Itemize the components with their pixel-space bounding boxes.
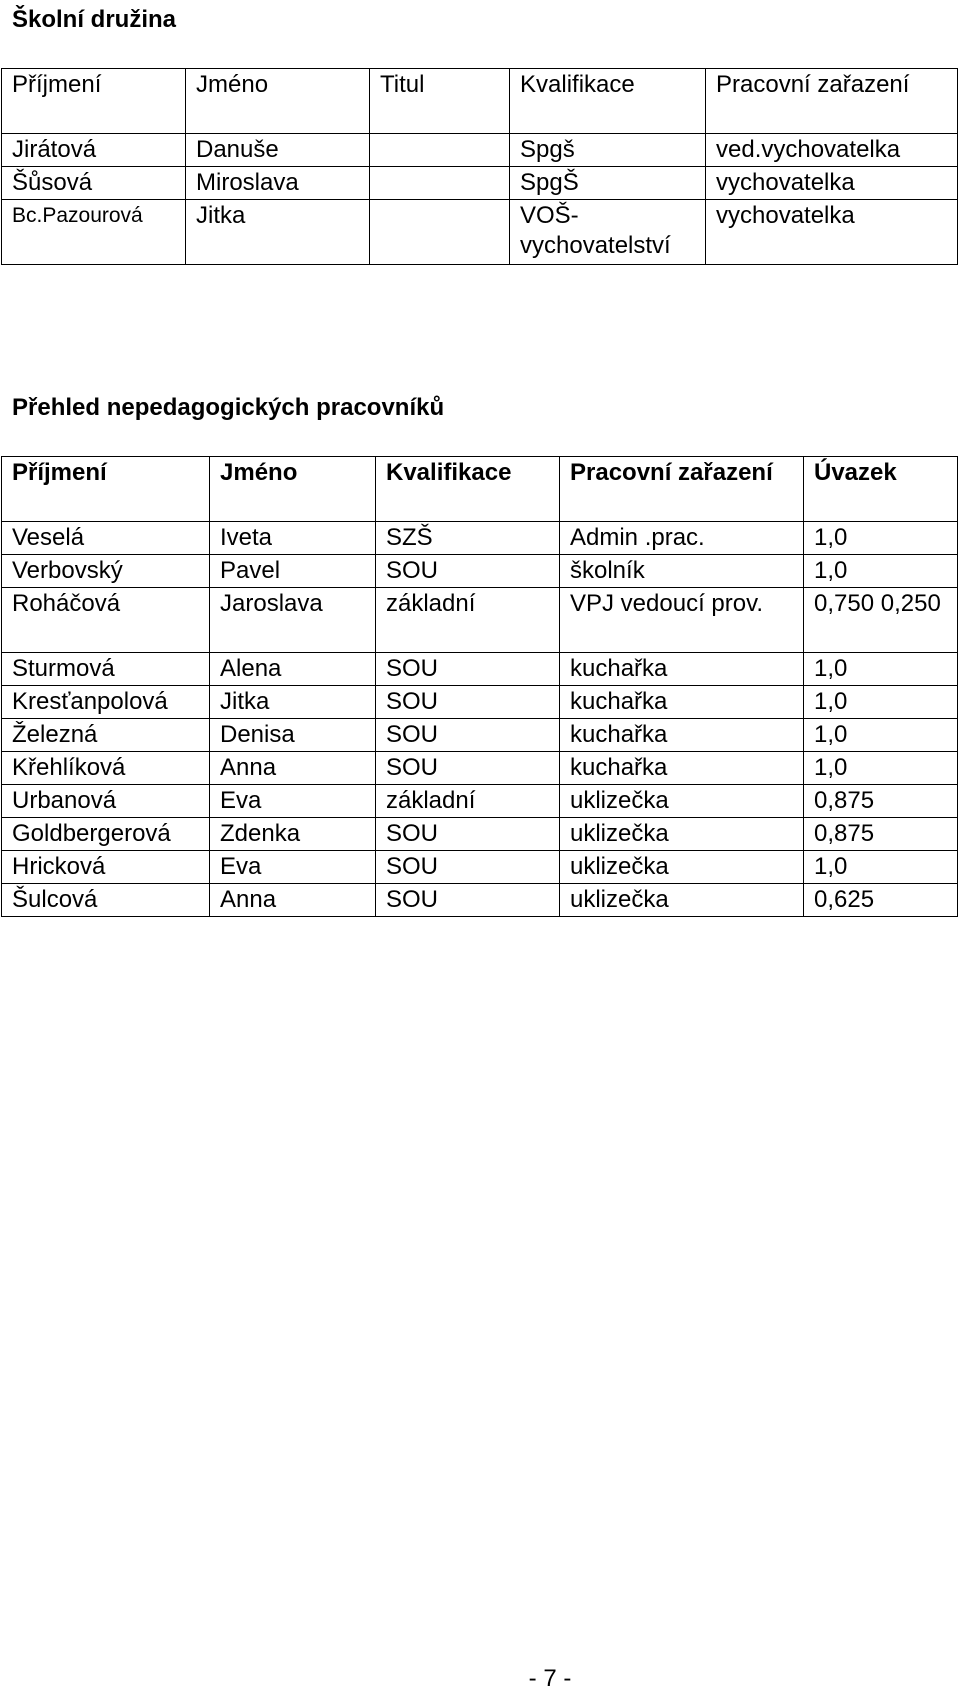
table-row (2, 134, 958, 167)
cell-qualification: základní (376, 785, 560, 818)
cell-workload: 1,0 (804, 719, 958, 752)
cell-qualification: SOU (376, 752, 560, 785)
cell-qualification: SpgŠ (510, 167, 706, 200)
cell-position: vychovatelka (706, 200, 958, 265)
cell-name: Eva (210, 785, 376, 818)
cell-workload: 0,875 (804, 818, 958, 851)
table-skolni-druzina (1, 68, 958, 265)
header-cell: Jméno (210, 457, 376, 522)
cell-name: Denisa (210, 719, 376, 752)
header-cell: Příjmení (2, 457, 210, 522)
header-cell: Pracovní zařazení (560, 457, 804, 522)
table-header-row (2, 69, 958, 134)
cell-position: VPJ vedoucí prov. (560, 588, 804, 653)
cell-surname: Veselá (2, 522, 210, 555)
header-cell: Pracovní zařazení (706, 69, 958, 134)
cell-name: Eva (210, 851, 376, 884)
table-row (2, 588, 958, 653)
cell-name: Miroslava (186, 167, 370, 200)
cell-surname: Hricková (2, 851, 210, 884)
cell-surname: Verbovský (2, 555, 210, 588)
cell-position: kuchařka (560, 719, 804, 752)
header-cell: Jméno (186, 69, 370, 134)
table-row (2, 653, 958, 686)
cell-workload: 0,625 (804, 884, 958, 917)
cell-qualification: Spgš (510, 134, 706, 167)
table-row (2, 200, 958, 265)
cell-qualification: SOU (376, 653, 560, 686)
cell-name: Zdenka (210, 818, 376, 851)
cell-surname: Goldbergerová (2, 818, 210, 851)
header-cell: Kvalifikace (510, 69, 706, 134)
cell-surname: Šůsová (2, 167, 186, 200)
section-title-nepedagogicti-pracovnici: Přehled nepedagogických pracovníků (12, 394, 445, 421)
cell-workload: 0,750 0,250 (804, 588, 958, 653)
cell-workload: 1,0 (804, 555, 958, 588)
cell-qualification: základní (376, 588, 560, 653)
table-nepedagogicti-pracovnici (1, 456, 958, 917)
cell-position: kuchařka (560, 752, 804, 785)
cell-position: kuchařka (560, 686, 804, 719)
cell-qualification: SOU (376, 884, 560, 917)
cell-workload: 1,0 (804, 653, 958, 686)
cell-qualification: SOU (376, 686, 560, 719)
table-row (2, 167, 958, 200)
table-row (2, 555, 958, 588)
cell-position: Admin .prac. (560, 522, 804, 555)
cell-workload: 1,0 (804, 686, 958, 719)
cell-surname: Urbanová (2, 785, 210, 818)
cell-workload: 0,875 (804, 785, 958, 818)
table-row (2, 719, 958, 752)
cell-position: uklizečka (560, 851, 804, 884)
cell-workload: 1,0 (804, 522, 958, 555)
cell-surname: Bc.Pazourová (2, 200, 186, 265)
table-header-row (2, 457, 958, 522)
cell-title (370, 134, 510, 167)
cell-name: Anna (210, 884, 376, 917)
table-row (2, 785, 958, 818)
cell-qualification: SOU (376, 719, 560, 752)
table-row (2, 818, 958, 851)
cell-name: Pavel (210, 555, 376, 588)
cell-surname: Křehlíková (2, 752, 210, 785)
table-row (2, 522, 958, 555)
cell-qualification: SOU (376, 818, 560, 851)
cell-surname: Železná (2, 719, 210, 752)
cell-surname: Šulcová (2, 884, 210, 917)
cell-position: kuchařka (560, 653, 804, 686)
cell-name: Alena (210, 653, 376, 686)
table-row (2, 851, 958, 884)
cell-title (370, 200, 510, 265)
table-row (2, 884, 958, 917)
cell-workload: 1,0 (804, 851, 958, 884)
table-row (2, 686, 958, 719)
cell-position: školník (560, 555, 804, 588)
cell-name: Jaroslava (210, 588, 376, 653)
header-cell: Titul (370, 69, 510, 134)
cell-qualification: SZŠ (376, 522, 560, 555)
cell-position: uklizečka (560, 884, 804, 917)
cell-name: Anna (210, 752, 376, 785)
cell-qualification: SOU (376, 851, 560, 884)
cell-name: Jitka (210, 686, 376, 719)
cell-position: uklizečka (560, 785, 804, 818)
cell-surname: Roháčová (2, 588, 210, 653)
cell-surname: Kresťanpolová (2, 686, 210, 719)
cell-surname: Sturmová (2, 653, 210, 686)
cell-position: vychovatelka (706, 167, 958, 200)
cell-qualification: SOU (376, 555, 560, 588)
cell-name: Danuše (186, 134, 370, 167)
cell-position: uklizečka (560, 818, 804, 851)
cell-qualification: VOŠ- vychovatelství (510, 200, 706, 265)
table-row (2, 752, 958, 785)
cell-title (370, 167, 510, 200)
cell-name: Jitka (186, 200, 370, 265)
cell-workload: 1,0 (804, 752, 958, 785)
page-number: - 7 - (528, 1665, 572, 1692)
cell-name: Iveta (210, 522, 376, 555)
header-cell: Příjmení (2, 69, 186, 134)
header-cell: Úvazek (804, 457, 958, 522)
header-cell: Kvalifikace (376, 457, 560, 522)
cell-position: ved.vychovatelka (706, 134, 958, 167)
section-title-skolni-druzina: Školní družina (12, 6, 177, 33)
cell-surname: Jirátová (2, 134, 186, 167)
